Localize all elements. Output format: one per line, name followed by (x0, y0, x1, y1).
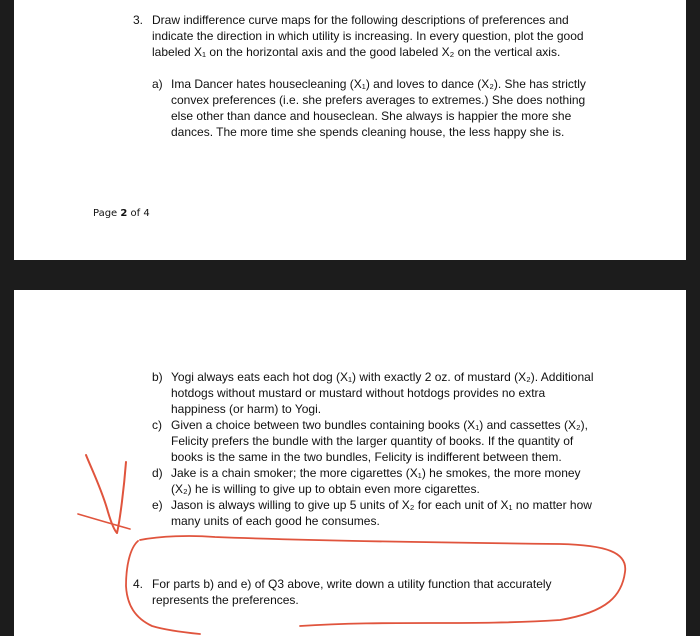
question-4-line-2: represents the preferences. (152, 593, 299, 607)
part-b-line-1: Yogi always eats each hot dog (X₁) with exactly 2 oz. of mustard (X₂). Additional (171, 370, 594, 384)
part-e-label: e) (152, 498, 163, 512)
question-3-line-1: Draw indifference curve maps for the following descriptions of preferences and (152, 13, 569, 27)
page-footer (93, 208, 150, 219)
part-a-line-4: dances. The more time she spends cleaning house, the less happy she is. (171, 125, 565, 139)
part-e-line-1: Jason is always willing to give up 5 units of X₂ for each unit of X₁ no matter how (171, 498, 592, 512)
part-b-line-3: happiness (or harm) to Yogi. (171, 402, 322, 416)
part-a-label: a) (152, 77, 163, 91)
part-a-line-2: convex preferences (i.e. she prefers averages to extremes.) She does nothing (171, 93, 586, 107)
part-d-line-2: (X₂) he is willing to give up to obtain even more cigarettes. (171, 482, 480, 496)
part-a-line-3: else other than dance and houseclean. She always is happier the more she (171, 109, 572, 123)
question-3-line-2: indicate the direction in which utility is increasing. In every question, plot the good (152, 29, 584, 43)
part-b-line-2: hotdogs without mustard or mustard without hotdogs provides no extra (171, 386, 546, 400)
document-page-3 (14, 290, 686, 636)
part-c-line-1: Given a choice between two bundles containing books (X₁) and cassettes (X₂), (171, 418, 588, 432)
part-c-label: c) (152, 418, 162, 432)
part-b-label: b) (152, 370, 163, 384)
page-footer-suffix: of 4 (127, 208, 150, 219)
question-3-number: 3. (133, 13, 144, 27)
document-page-2 (14, 0, 686, 260)
question-4-number: 4. (133, 577, 144, 591)
page-footer-prefix: Page (93, 208, 121, 219)
part-d-label: d) (152, 466, 163, 480)
part-a-line-1: Ima Dancer hates housecleaning (X₁) and loves to dance (X₂). She has strictly (171, 77, 586, 91)
part-e-line-2: many units of each good he consumes. (171, 514, 380, 528)
part-c-line-2: Felicity prefers the bundle with the larger quantity of books. If the quantity of (171, 434, 574, 448)
page-footer-current: 2 (120, 208, 128, 219)
question-4-line-1: For parts b) and e) of Q3 above, write down a utility function that accurately (152, 577, 552, 591)
question-3-line-3: labeled X₁ on the horizontal axis and the good labeled X₂ on the vertical axis. (152, 45, 561, 59)
part-d-line-1: Jake is a chain smoker; the more cigarettes (X₁) he smokes, the more money (171, 466, 581, 480)
part-c-line-3: books is the same in the two bundles, Felicity is indifferent between them. (171, 450, 562, 464)
